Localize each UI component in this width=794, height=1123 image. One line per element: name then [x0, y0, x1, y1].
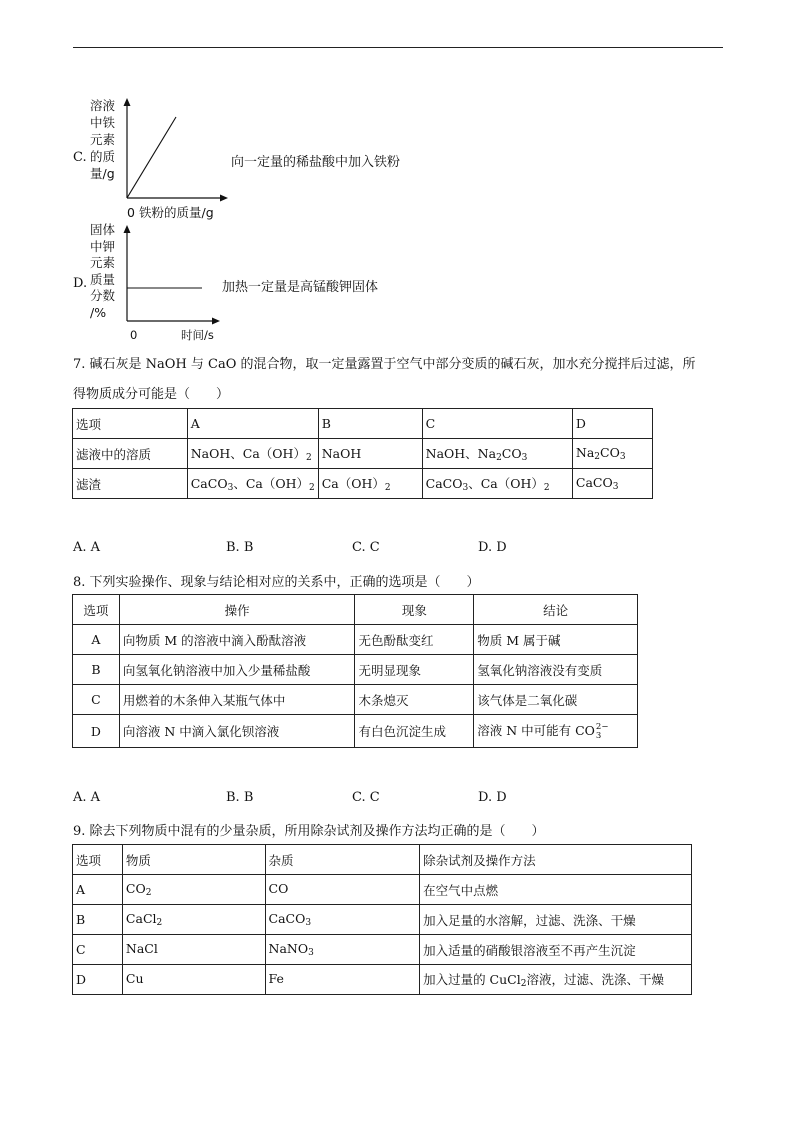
table-row [73, 595, 638, 625]
table-cell: 用燃着的木条伸入某瓶气体中 [119, 685, 355, 715]
table-row [73, 409, 653, 439]
table-cell: 向氢氧化钠溶液中加入少量稀盐酸 [119, 655, 355, 685]
table-cell: D [73, 715, 120, 748]
table-cell: 加入足量的水溶解，过滤、洗涤、干燥 [420, 905, 692, 935]
q8-option-d[interactable]: D. D [478, 790, 507, 805]
q7-option-d[interactable]: D. D [478, 540, 507, 555]
table-cell: 溶液 N 中可能有 CO 2− 3 [474, 715, 638, 748]
table-cell: 在空气中点燃 [420, 875, 692, 905]
table-cell: NaCl [122, 935, 265, 965]
table-row [73, 845, 692, 875]
table-row [73, 625, 638, 655]
q7-options [73, 540, 573, 560]
table-cell: 向物质 M 的溶液中滴入酚酞溶液 [119, 625, 355, 655]
table-cell: $Na_2CO_3$ [572, 439, 652, 469]
table-cell: CO [265, 875, 420, 905]
table-cell: C [422, 409, 572, 439]
table-row [73, 875, 692, 905]
table-cell: Fe [265, 965, 420, 995]
table-cell: 氢氧化钠溶液没有变质 [474, 655, 638, 685]
graph-d-ylabel: 固体 中钾 元素 质量 分数 /% [90, 222, 116, 320]
q8-option-b[interactable]: B. B [226, 790, 254, 805]
graph-c-axes [118, 98, 228, 203]
carbonate-ion-charge: 2− 3 [595, 721, 609, 741]
table-cell: 加入过量的 CuCl$_2$溶液，过滤、洗涤、干燥 [420, 965, 692, 995]
header-rule [73, 47, 723, 48]
q7-option-a[interactable]: A. A [73, 540, 101, 555]
table-row [73, 469, 653, 499]
table-cell: C [73, 935, 123, 965]
table-cell: 除杂试剂及操作方法 [420, 845, 692, 875]
table-cell: 无色酚酞变红 [355, 625, 474, 655]
q7-option-b[interactable]: B. B [226, 540, 254, 555]
graph-d-axes [120, 225, 220, 325]
table-cell: 物质 [122, 845, 265, 875]
table-row [73, 439, 653, 469]
table-cell: NaOH、$Na_2CO_3$ [422, 439, 572, 469]
table-cell: C [73, 685, 120, 715]
q8-options [73, 790, 573, 810]
table-cell: A [187, 409, 318, 439]
q8-option-a[interactable]: A. A [73, 790, 101, 805]
table-cell: A [73, 625, 120, 655]
table-cell: NaOH [318, 439, 422, 469]
table-cell: CaCl$_2$ [122, 905, 265, 935]
graph-d-origin: 0 [130, 328, 138, 342]
table-cell: 现象 [355, 595, 474, 625]
q8-table [72, 594, 638, 748]
q7-option-c[interactable]: C. C [352, 540, 380, 555]
q7-stem-line2: 得物质成分可能是（ ） [73, 387, 230, 402]
graph-c-xlabel: 铁粉的质量/g [139, 205, 214, 220]
table-cell: CaCO$_3$ [572, 469, 652, 499]
table-row [73, 905, 692, 935]
table-cell: 有白色沉淀生成 [355, 715, 474, 748]
table-cell: Cu [122, 965, 265, 995]
table-cell: B [73, 655, 120, 685]
table-cell: $CO_2$ [122, 875, 265, 905]
table-cell: CaCO$_3$ [265, 905, 420, 935]
graph-c-ylabel: 溶液 中铁 元素 的质 量/g [90, 98, 116, 181]
table-row [73, 715, 638, 748]
table-cell: NaOH、$Ca(OH)_2$ [187, 439, 318, 469]
table-cell: 滤液中的溶质 [73, 439, 188, 469]
q9-stem: 9. 除去下列物质中混有的少量杂质，所用除杂试剂及操作方法均正确的是（ ） [73, 824, 545, 839]
table-row [73, 965, 692, 995]
table-row [73, 935, 692, 965]
table-cell: 滤渣 [73, 469, 188, 499]
table-cell: 该气体是二氧化碳 [474, 685, 638, 715]
table-cell: 选项 [73, 595, 120, 625]
table-cell: CaCO$_3$、$Ca(OH)_2$ [422, 469, 572, 499]
graph-d-xlabel: 时间/s [181, 328, 214, 342]
table-cell: 操作 [119, 595, 355, 625]
graph-c-origin: 0 [127, 205, 135, 220]
q7-table [72, 408, 653, 499]
graph-c-line [127, 117, 176, 198]
table-cell: B [73, 905, 123, 935]
q8-stem: 8. 下列实验操作、现象与结论相对应的关系中，正确的选项是（ ） [73, 575, 480, 590]
table-row [73, 685, 638, 715]
table-cell: 物质 M 属于碱 [474, 625, 638, 655]
option-c-letter: C. [73, 150, 87, 165]
table-cell: B [318, 409, 422, 439]
table-cell: 向溶液 N 中滴入氯化钡溶液 [119, 715, 355, 748]
q7-stem-line1: 7. 碱石灰是 NaOH 与 CaO 的混合物，取一定量露置于空气中部分变质的碱石灰，加水充分搅拌后过滤，所 [73, 357, 696, 372]
table-cell: 杂质 [265, 845, 420, 875]
table-cell: 无明显现象 [355, 655, 474, 685]
table-cell: $Ca(OH)_2$ [318, 469, 422, 499]
table-cell: CaCO$_3$、$Ca(OH)_2$ [187, 469, 318, 499]
table-cell: 结论 [474, 595, 638, 625]
table-cell: 选项 [73, 845, 123, 875]
table-row [73, 655, 638, 685]
table-cell: 木条熄灭 [355, 685, 474, 715]
table-cell: NaNO$_3$ [265, 935, 420, 965]
table-cell: D [73, 965, 123, 995]
table-cell: D [572, 409, 652, 439]
table-cell: 加入适量的硝酸银溶液至不再产生沉淀 [420, 935, 692, 965]
q9-table [72, 844, 692, 995]
table-cell: 选项 [73, 409, 188, 439]
q8-option-c[interactable]: C. C [352, 790, 380, 805]
graph-c-caption: 向一定量的稀盐酸中加入铁粉 [231, 155, 401, 170]
option-d-letter: D. [73, 276, 88, 291]
table-cell: A [73, 875, 123, 905]
graph-d-caption: 加热一定量是高锰酸钾固体 [222, 280, 379, 295]
